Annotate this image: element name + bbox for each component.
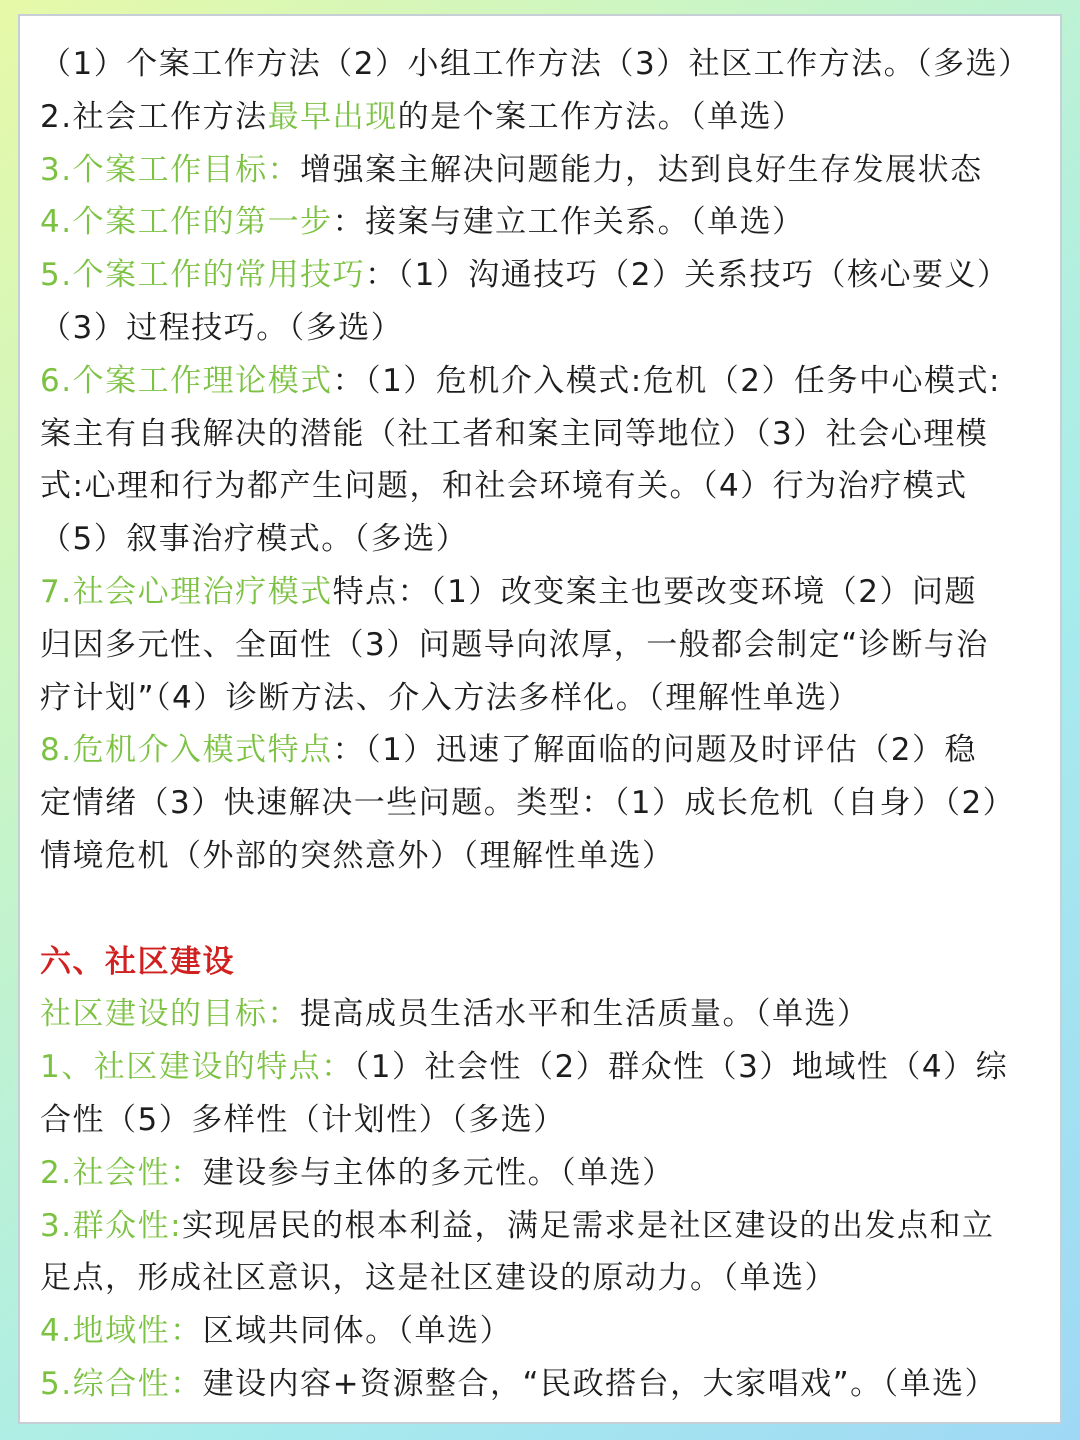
body-text: 提高成员生活水平和生活质量。（单选） [300,996,870,1033]
highlight-term: 3.个案工作目标： [40,151,301,188]
text-line [40,619,1050,672]
body-text: 足点，形成社区意识，这是社区建设的原动力。（单选） [40,1260,837,1297]
text-line [40,196,1050,249]
body-text: （3）过程技巧。（多选） [40,309,404,346]
body-text: 疗计划”（4）诊断方法、介入方法多样化。（理解性单选） [40,679,861,716]
body-text: ：（1）沟通技巧（2）关系技巧（核心要义） [365,257,1010,294]
highlight-term: 4.个案工作的第一步 [40,204,333,241]
highlight-term: 6.个案工作理论模式 [40,362,333,399]
text-line [40,91,1050,144]
body-text: 特点：（1）改变案主也要改变环境（2）问题 [332,573,978,610]
text-line [40,1147,1050,1200]
text-line [40,566,1050,619]
body-text: 式:心理和行为都产生问题，和社会环境有关。（4）行为治疗模式 [40,468,968,505]
body-text: 定情绪（3）快速解决一些问题。类型：（1）成长危机（自身）（2） [40,785,1016,822]
text-line [40,777,1050,830]
highlight-term: 2.社会性： [40,1154,203,1191]
blank-line [40,883,1050,936]
text-line [40,355,1050,408]
heading-text: 六、社区建设 [40,943,235,980]
highlight-term: 7.社会心理治疗模式 [40,573,333,610]
body-text: ：接案与建立工作关系。（单选） [332,204,805,241]
text-line [40,1252,1050,1305]
highlight-term: 8.危机介入模式特点 [40,732,333,769]
body-text: 案主有自我解决的潜能（社工者和案主同等地位）（3）社会心理模 [40,415,989,452]
body-text: 合性（5）多样性（计划性）（多选） [40,1101,566,1138]
highlight-term: 1、社区建设的特点： [40,1049,354,1086]
body-text: 2.社会工作方法 [40,98,268,135]
text-line [40,1094,1050,1147]
body-text: ：（1）危机介入模式:危机（2）任务中心模式: [332,362,1001,399]
text-line [40,988,1050,1041]
highlight-term: 3.群众性: [40,1207,183,1244]
body-text: （5）叙事治疗模式。（多选） [40,521,469,558]
highlight-term: 5.个案工作的常用技巧 [40,257,366,294]
text-line [40,1200,1050,1253]
body-text: 区域共同体。（单选） [202,1313,513,1350]
body-text: 实现居民的根本利益，满足需求是社区建设的出发点和立 [182,1207,995,1244]
body-text: （1）社会性（2）群众性（3）地域性（4）综 [353,1049,1009,1086]
highlight-term: 4.地域性： [40,1313,203,1350]
body-text: 的是个案工作方法。（单选） [397,98,805,135]
text-line [40,513,1050,566]
body-text: 增强案主解决问题能力，达到良好生存发展状态 [300,151,983,188]
text-line [40,1305,1050,1358]
text-line [40,408,1050,461]
text-line [40,249,1050,302]
text-line [40,724,1050,777]
section-heading [40,936,1050,989]
highlight-term: 最早出现 [267,98,398,135]
text-line [40,1358,1050,1411]
body-text: （1）个案工作方法（2）小组工作方法（3）社区工作方法。（多选） [40,46,1031,82]
highlight-term: 社区建设的目标： [40,996,300,1033]
text-line [40,460,1050,513]
text-line [40,830,1050,883]
note-content [40,38,1050,1411]
highlight-term: 5.综合性： [40,1365,203,1402]
text-line [40,38,1050,91]
text-line [40,302,1050,355]
body-text: 归因多元性、全面性（3）问题导向浓厚，一般都会制定“诊断与治 [40,626,989,663]
text-line [40,1041,1050,1094]
text-line [40,144,1050,197]
body-text: 建设内容+资源整合，“民政搭台，大家唱戏”。（单选） [202,1365,998,1402]
body-text: 情境危机（外部的突然意外）（理解性单选） [40,837,675,874]
body-text: 建设参与主体的多元性。（单选） [202,1154,675,1191]
note-card [18,14,1062,1424]
text-line [40,672,1050,725]
body-text: ：（1）迅速了解面临的问题及时评估（2）稳 [332,732,978,769]
